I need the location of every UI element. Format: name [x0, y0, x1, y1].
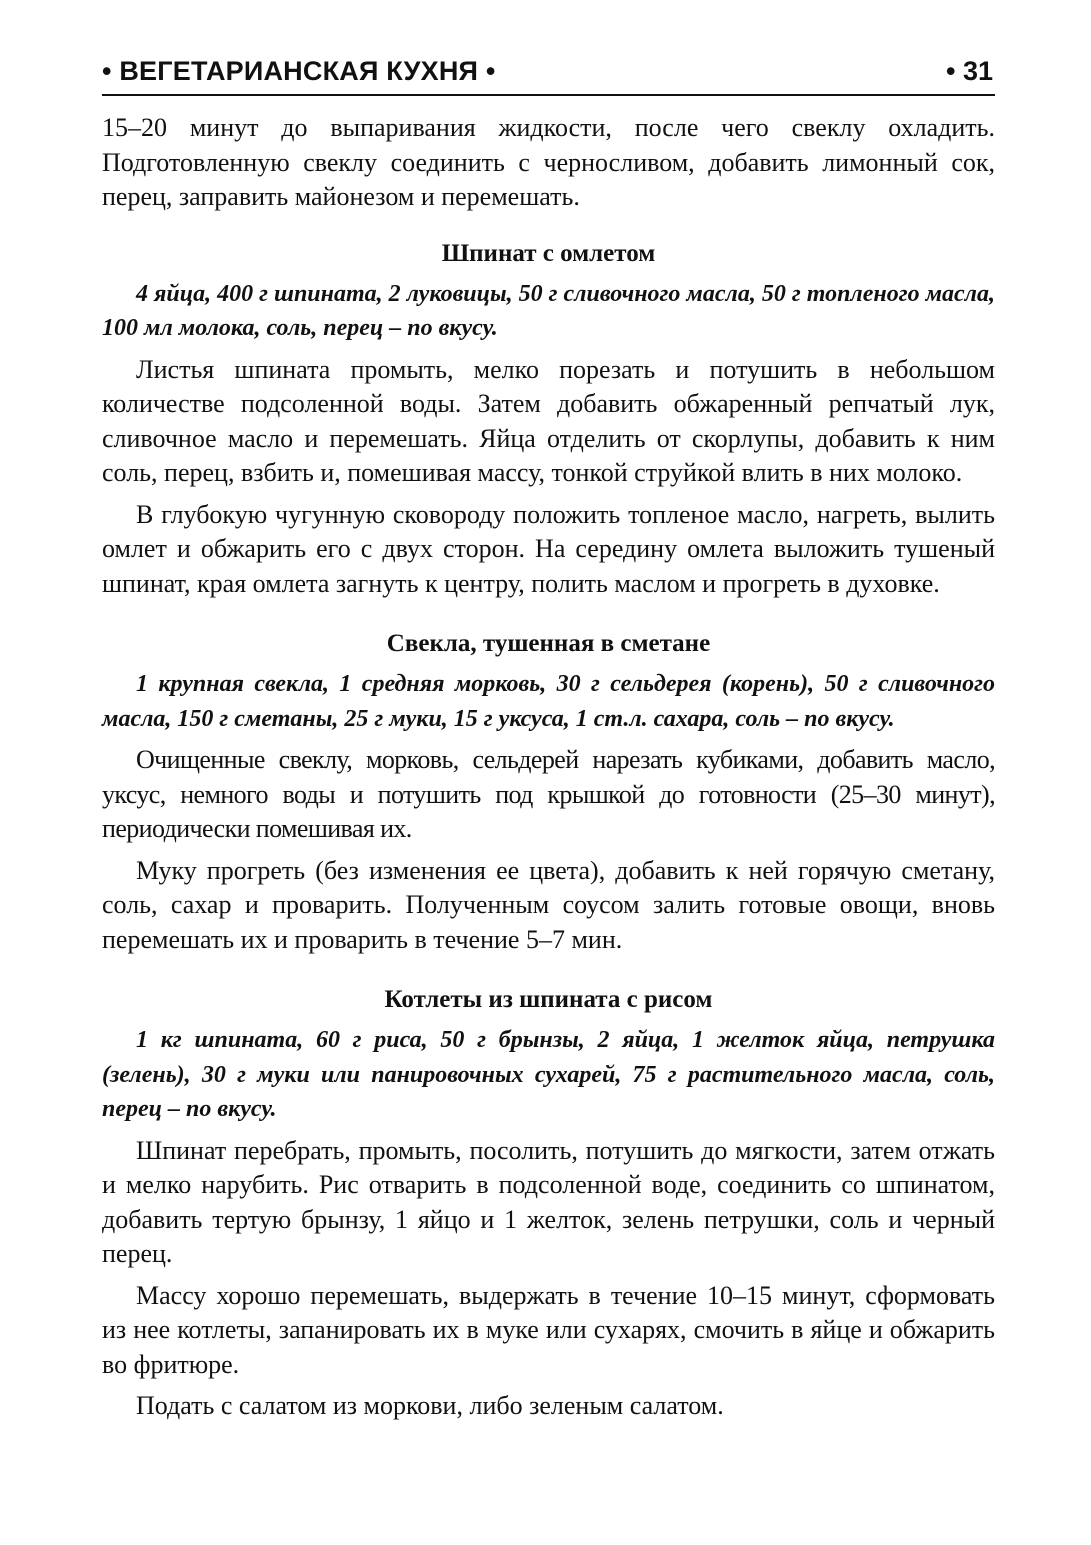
instruction-paragraph: В глубокую чугунную сковороду положить топленое масло, нагреть, вылить омлет и обжарить его с двух сторон. На середину омлета выложить тушеный шпинат, края омлета загнуть к центру, полить маслом и прогреть в духовке.: [102, 499, 995, 598]
recipe-title: Котлеты из шпината с рисом: [384, 986, 713, 1013]
ingredients-list: 4 яйца, 400 г шпината, 2 луковицы, 50 г сливочного масла, 50 г топленого масла, 100 мл молока, соль, перец – по вкусу.: [102, 280, 995, 341]
intro-paragraph: 15–20 минут до выпаривания жидкости, после чего свеклу охладить. Подготовленную свеклу соединить с черносливом, добавить лимонный сок, перец, заправить майонезом и перемешать.: [102, 113, 995, 211]
instruction-paragraph: Муку прогреть (без изменения ее цвета), добавить к ней горячую сметану, соль, сахар и проварить. Полученным соусом залить готовые овощи, вновь перемешать их и проварить в течение 5–7 мин.: [102, 855, 995, 954]
instruction-paragraph: Очищенные свеклу, морковь, сельдерей нарезать кубиками, добавить масло, уксус, немного воды и потушить под крышкой до готовности (25–30 минут), периодически помешивая их.: [102, 745, 995, 843]
page-body: [102, 111, 995, 1424]
recipe-title: Свекла, тушенная в сметане: [386, 630, 711, 657]
recipe-title: Шпинат с омлетом: [441, 239, 656, 267]
ingredients-list: 1 крупная свекла, 1 средняя морковь, 30 г сельдерея (корень), 50 г сливочного масла, 150 г сметаны, 25 г муки, 15 г уксуса, 1 ст.л. сахара, соль – по вкусу.: [102, 671, 995, 732]
page-header: [102, 54, 995, 96]
recipe-spinach-rice-cutlets: [102, 983, 995, 1424]
page-number: • 31: [946, 56, 993, 86]
running-title: • ВЕГЕТАРИАНСКАЯ КУХНЯ •: [102, 56, 496, 86]
ingredients-list: 1 кг шпината, 60 г риса, 50 г брынзы, 2 яйца, 1 желток яйца, петрушка (зелень), 30 г муки или панировочных сухарей, 75 г растительного масла, соль, перец – по вкусу.: [102, 1027, 995, 1122]
instruction-paragraph: Массу хорошо перемешать, выдержать в течение 10–15 минут, сформовать из нее котлеты, запанировать их в муке или сухарях, смочить в яйце и обжарить во фритюре.: [102, 1280, 995, 1379]
instruction-paragraph: Подать с салатом из моркови, либо зеленым салатом.: [136, 1391, 724, 1420]
recipe-spinach-omelet: [102, 237, 995, 602]
recipe-beet-in-sour-cream: [102, 627, 995, 957]
instruction-paragraph: Листья шпината промыть, мелко порезать и потушить в небольшом количестве подсоленной воды. Затем добавить обжаренный репчатый лук, сливочное масло и перемешать. Яйца отделить от скорлупы, добавить к ним соль, перец, взбить и, помешивая массу, тонкой струйкой влить в них молоко.: [102, 354, 995, 487]
instruction-paragraph: Шпинат перебрать, промыть, посолить, потушить до мягкости, затем отжать и мелко нарубить. Рис отварить в подсоленной воде, соединить со шпинатом, добавить тертую брынзу, 1 яйцо и 1 желток, зелень петрушки, соль и черный перец.: [102, 1135, 995, 1268]
